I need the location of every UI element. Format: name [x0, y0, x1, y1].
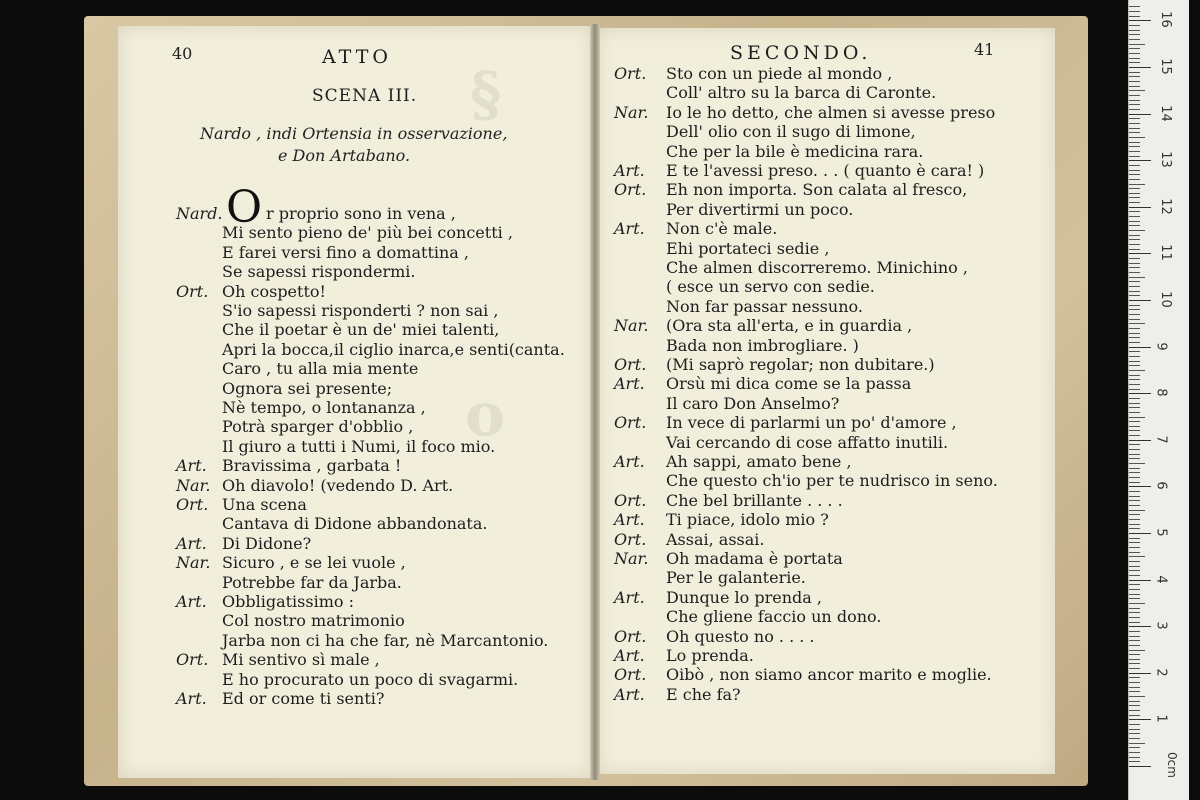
speaker-label: Ort. — [176, 650, 209, 670]
ruler-tick — [1129, 594, 1140, 595]
ruler-tick — [1129, 458, 1140, 459]
ruler-tick — [1129, 244, 1140, 245]
ruler-tick — [1129, 114, 1151, 115]
initial-letter: O — [226, 182, 263, 233]
ruler-tick — [1129, 757, 1140, 758]
ruler-tick — [1129, 561, 1140, 562]
verse-line: Bada non imbrogliare. ) — [666, 335, 859, 355]
verse-line: Orsù mi dica come se la passa — [666, 374, 912, 394]
ruler-tick — [1129, 430, 1140, 431]
speaker-label: Art. — [614, 452, 645, 471]
ruler-tick — [1129, 337, 1140, 338]
ruler-tick — [1129, 449, 1140, 450]
verse-line: Non c'è male. — [666, 219, 778, 239]
verse-line: E te l'avessi preso. . . ( quanto è cara! ) — [666, 161, 985, 180]
ruler-tick — [1129, 570, 1140, 571]
ruler-tick — [1129, 691, 1140, 692]
ruler-tick — [1129, 472, 1140, 473]
ruler-tick — [1129, 454, 1140, 455]
ruler-tick — [1129, 323, 1145, 324]
ruler-tick — [1129, 528, 1140, 529]
verse-line: Oh diavolo! (vedendo D. Art. — [222, 475, 454, 495]
ruler-tick — [1129, 575, 1140, 576]
ruler-tick — [1129, 608, 1140, 609]
ruler-tick — [1129, 477, 1140, 478]
speaker-label: Art. — [176, 533, 207, 553]
ruler-tick — [1129, 239, 1140, 240]
ruler-tick — [1129, 547, 1140, 548]
verse-line: Sicuro , e se lei vuole , — [222, 553, 406, 573]
ruler-tick — [1129, 496, 1140, 497]
ruler-tick — [1129, 622, 1140, 623]
ruler-tick — [1129, 645, 1140, 646]
ruler-tick — [1129, 673, 1151, 674]
speaker-label: Art. — [176, 456, 207, 476]
speaker-label: Art. — [176, 689, 207, 708]
ruler-tick — [1129, 142, 1140, 143]
ruler-tick — [1129, 263, 1140, 264]
ruler-tick — [1129, 598, 1140, 599]
verse-line: Per le galanterie. — [666, 568, 806, 588]
ruler-number: 16 — [1157, 11, 1173, 29]
ruler-tick — [1129, 207, 1151, 208]
ruler-tick — [1129, 267, 1140, 268]
ruler-tick — [1129, 225, 1140, 226]
verse-line: Sto con un piede al mondo , — [666, 64, 893, 83]
ruler-tick — [1129, 500, 1140, 501]
verse-line: Potrebbe far da Jarba. — [222, 572, 402, 592]
speaker-label: Nar. — [614, 549, 649, 568]
ruler-number: 7 — [1153, 435, 1169, 444]
verse-line: Vai cercando di cose affatto inutili. — [666, 432, 949, 452]
speaker-label: Ort. — [614, 180, 647, 200]
speaker-label: Nar. — [614, 316, 649, 336]
ruler-tick — [1129, 738, 1140, 739]
verse-line: Potrà sparger d'obblio , — [222, 417, 414, 437]
speaker-label: Nar. — [614, 102, 649, 122]
verse-line: Oh cospetto! — [222, 281, 326, 301]
ruler-tick — [1129, 729, 1140, 730]
speaker-label: Art. — [614, 684, 645, 704]
ruler-tick — [1129, 668, 1140, 669]
verse-line: Cantava di Didone abbandonata. — [222, 514, 488, 534]
stage-direction-2: e Don Artabano. — [278, 146, 411, 165]
ruler-tick — [1129, 286, 1140, 287]
ruler-tick — [1129, 123, 1140, 124]
speaker-label: Ort. — [614, 626, 647, 646]
verse-line: Una scena — [222, 495, 307, 514]
running-head-left: ATTO — [322, 46, 392, 68]
ruler-number: 3 — [1153, 621, 1169, 630]
verse-line: Dell' olio con il sugo di limone, — [666, 122, 916, 142]
verse-line: Eh non importa. Son calata al fresco, — [666, 180, 968, 200]
ruler-tick — [1129, 743, 1145, 744]
ruler-tick — [1129, 165, 1140, 166]
verse-line: Lo prenda. — [666, 646, 754, 665]
verse-line: Oh madama è portata — [666, 549, 843, 568]
ruler-tick — [1129, 398, 1140, 399]
verse-line: S'io sapessi risponderti ? non sai , — [222, 301, 499, 320]
ruler-tick — [1129, 636, 1140, 637]
ruler-tick — [1129, 351, 1140, 352]
speaker-label: Art. — [614, 646, 645, 665]
ruler-tick — [1129, 654, 1140, 655]
ruler-tick — [1129, 761, 1140, 762]
verse-line: Il giuro a tutti i Numi, il foco mio. — [222, 436, 496, 456]
verse-line: Dunque lo prenda , — [666, 587, 822, 607]
ruler-tick — [1129, 421, 1140, 422]
ruler-number: 12 — [1157, 198, 1173, 215]
book-gutter — [590, 24, 600, 780]
verse-line: Col nostro matrimonio — [222, 611, 405, 631]
verse-line: Il caro Don Anselmo? — [666, 393, 840, 413]
ruler-tick — [1129, 193, 1140, 194]
ruler-tick — [1129, 48, 1140, 49]
ruler-tick — [1129, 566, 1140, 567]
ruler-tick — [1129, 519, 1140, 520]
verse-line: Per divertirmi un poco. — [666, 199, 854, 219]
ruler-tick — [1129, 603, 1145, 604]
ruler-tick — [1129, 146, 1140, 147]
ruler-tick — [1129, 34, 1140, 35]
ruler-tick — [1129, 58, 1140, 59]
verse-line: Di Didone? — [222, 533, 312, 553]
ruler-tick — [1129, 319, 1140, 320]
ruler-tick — [1129, 118, 1140, 119]
ruler-tick — [1129, 95, 1140, 96]
ruler-tick — [1129, 589, 1140, 590]
ruler-tick — [1129, 696, 1145, 697]
ruler-tick — [1129, 701, 1140, 702]
ruler-tick — [1129, 417, 1145, 418]
ruler-tick — [1129, 211, 1140, 212]
ruler-tick — [1129, 715, 1140, 716]
verse-line: (Mi saprò regolar; non dubitare.) — [666, 355, 935, 374]
ruler-tick — [1129, 253, 1151, 254]
ruler-tick — [1129, 375, 1140, 376]
ruler-tick — [1129, 403, 1140, 404]
ruler-tick — [1129, 650, 1145, 651]
ruler-tick — [1129, 328, 1140, 329]
ruler-tick — [1129, 347, 1151, 348]
running-head-right: SECONDO. — [730, 42, 872, 64]
verse-line: Ognora sei presente; — [222, 378, 393, 398]
ruler-number: 11 — [1157, 244, 1173, 262]
ruler-tick — [1129, 76, 1140, 77]
verse-line: Mi sentivo sì male , — [222, 650, 380, 670]
verse-line: Che questo ch'io per te nudrisco in seno. — [666, 471, 998, 491]
verse-line: Che bel brillante . . . . — [666, 490, 843, 510]
ruler-tick — [1129, 258, 1140, 259]
ruler-tick — [1129, 426, 1140, 427]
ruler-tick — [1129, 556, 1145, 557]
ruler-tick — [1129, 407, 1140, 408]
ruler-tick — [1129, 514, 1140, 515]
ruler-tick — [1129, 230, 1145, 231]
ruler-tick — [1129, 524, 1140, 525]
verse-line: Oh questo no . . . . — [666, 626, 815, 646]
ruler-tick — [1129, 724, 1140, 725]
speaker-label: Ort. — [614, 490, 647, 510]
ruler-tick — [1129, 235, 1140, 236]
ruler-tick — [1129, 631, 1140, 632]
ruler-tick — [1129, 184, 1145, 185]
ruler-number: 14 — [1157, 104, 1173, 122]
ruler-tick — [1129, 370, 1145, 371]
ruler-tick — [1129, 6, 1140, 7]
verse-line: Non far passar nessuno. — [666, 296, 863, 316]
ruler-tick — [1129, 710, 1140, 711]
speaker-label: Ort. — [176, 495, 209, 514]
ruler-tick — [1129, 109, 1140, 110]
ruler-tick — [1129, 659, 1140, 660]
ruler-tick — [1129, 379, 1140, 380]
verse-line: Io le ho detto, che almen si avesse preso — [666, 102, 996, 122]
ruler-tick — [1129, 719, 1151, 720]
ruler-tick — [1129, 160, 1151, 161]
verse-line: Se sapessi rispondermi. — [222, 262, 416, 282]
verse-line: Bravissima , garbata ! — [222, 456, 402, 476]
ruler-tick — [1129, 677, 1140, 678]
ruler-tick — [1129, 640, 1140, 641]
ruler-tick — [1129, 25, 1140, 26]
speaker-label: Ort. — [614, 665, 647, 685]
speaker-label: Art. — [614, 374, 645, 394]
ruler-tick — [1129, 538, 1140, 539]
verse-line: Obbligatissimo : — [222, 592, 354, 611]
speaker-label: Ort. — [614, 529, 647, 549]
ruler-tick — [1129, 510, 1145, 511]
verse-line: Che per la bile è medicina rara. — [666, 141, 924, 161]
verse-line: Che almen discorreremo. Minichino , — [666, 258, 968, 277]
speaker-label: Ort. — [614, 355, 647, 374]
ruler-tick — [1129, 752, 1140, 753]
ruler-tick — [1129, 216, 1140, 217]
ruler-number: 15 — [1157, 58, 1173, 75]
ruler-tick — [1129, 179, 1140, 180]
ruler-tick — [1129, 62, 1140, 63]
speaker-label: Art. — [614, 219, 645, 239]
ruler-number: 8 — [1153, 388, 1169, 397]
speaker-label: Nar. — [176, 475, 211, 495]
ruler-tick — [1129, 100, 1140, 101]
ruler-tick — [1129, 281, 1140, 282]
ruler-tick — [1129, 612, 1140, 613]
speaker-label: Ort. — [614, 64, 647, 83]
ruler-tick — [1129, 309, 1140, 310]
scene-title: SCENA III. — [312, 86, 418, 106]
ruler-tick — [1129, 86, 1140, 87]
page-number-left: 40 — [172, 44, 193, 63]
verse-line: In vece di parlarmi un po' d'amore , — [666, 413, 957, 433]
ruler-tick — [1129, 249, 1140, 250]
ruler-tick — [1129, 188, 1140, 189]
ruler-number: 2 — [1153, 668, 1169, 677]
ruler-tick — [1129, 174, 1140, 175]
verse-line: Assai, assai. — [666, 529, 765, 549]
verse-line: E ho procurato un poco di svagarmi. — [222, 669, 519, 689]
ruler-tick — [1129, 72, 1140, 73]
speaker-label: Art. — [176, 592, 207, 611]
ruler-tick — [1129, 20, 1151, 21]
ruler-tick — [1129, 389, 1140, 390]
ruler-tick — [1129, 104, 1140, 105]
ruler-tick — [1129, 552, 1140, 553]
verse-line: Ah sappi, amato bene , — [666, 452, 852, 471]
ruler-tick — [1129, 542, 1140, 543]
ruler-tick — [1129, 747, 1140, 748]
verse-line: r proprio sono in vena , — [266, 204, 456, 223]
ruler-tick — [1129, 81, 1140, 82]
verse-line: (Ora sta all'erta, e in guardia , — [666, 316, 913, 336]
verse-line: Apri la bocca,il ciglio inarca,e senti(canta. — [222, 339, 565, 359]
verse-line: Caro , tu alla mia mente — [222, 359, 419, 379]
speaker-label: Art. — [614, 161, 645, 180]
ruler-tick — [1129, 44, 1145, 45]
verse-line: Oibò , non siamo ancor marito e moglie. — [666, 665, 992, 685]
ruler-tick — [1129, 663, 1140, 664]
ruler-tick — [1129, 705, 1140, 706]
page-number-right: 41 — [974, 40, 995, 59]
verse-line: Jarba non ci ha che far, nè Marcantonio. — [222, 630, 549, 650]
speaker-label: Nar. — [176, 553, 211, 573]
speaker-label: Ort. — [614, 413, 647, 433]
ruler-tick — [1129, 482, 1140, 483]
measuring-ruler — [1128, 0, 1189, 800]
ruler-tick — [1129, 468, 1140, 469]
ruler-tick — [1129, 151, 1140, 152]
verse-line: Che il poetar è un de' miei talenti, — [222, 320, 500, 340]
ruler-tick — [1129, 533, 1151, 534]
ruler-tick — [1129, 202, 1140, 203]
ruler-number: 6 — [1153, 481, 1169, 491]
verse-line: Mi sento pieno de' più bei concetti , — [222, 223, 513, 243]
verse-line: E farei versi fino a domattina , — [222, 242, 470, 262]
ruler-number: 4 — [1153, 574, 1169, 584]
ruler-number: 1 — [1153, 714, 1169, 724]
ruler-tick — [1129, 291, 1140, 292]
ruler-tick — [1129, 272, 1140, 273]
ruler-tick — [1129, 314, 1140, 315]
ruler-tick — [1129, 393, 1151, 394]
speaker-label: Art. — [614, 587, 645, 607]
ruler-number: 13 — [1157, 151, 1173, 168]
ruler-tick — [1129, 486, 1151, 487]
ruler-tick — [1129, 626, 1151, 627]
ruler-tick — [1129, 505, 1140, 506]
ruler-tick — [1129, 300, 1151, 301]
speaker-label: Ort. — [176, 281, 209, 301]
verse-line: Coll' altro su la barca di Caronte. — [666, 83, 937, 103]
ruler-tick — [1129, 295, 1140, 296]
speaker-label: Nard. — [176, 204, 223, 223]
ruler-tick — [1129, 132, 1140, 133]
ruler-tick — [1129, 617, 1140, 618]
verse-line: Ed or come ti senti? — [222, 689, 385, 708]
ruler-tick — [1129, 580, 1151, 581]
ruler-tick — [1129, 16, 1140, 17]
verse-line: E che fa? — [666, 684, 741, 704]
ruler-tick — [1129, 440, 1151, 441]
ruler-tick — [1129, 444, 1140, 445]
ruler-tick — [1129, 682, 1140, 683]
ruler-tick — [1129, 766, 1151, 767]
ruler-tick — [1129, 356, 1140, 357]
ruler-tick — [1129, 221, 1140, 222]
ruler-number: 9 — [1153, 341, 1169, 351]
ruler-tick — [1129, 305, 1140, 306]
ruler-tick — [1129, 11, 1140, 12]
ruler-tick — [1129, 435, 1140, 436]
verse-line: Ti piace, idolo mio ? — [666, 510, 829, 530]
ruler-tick — [1129, 687, 1140, 688]
ruler-tick — [1129, 53, 1140, 54]
ruler-tick — [1129, 733, 1140, 734]
speaker-label: Art. — [614, 510, 645, 530]
ruler-tick — [1129, 491, 1140, 492]
verse-line: Che gliene faccio un dono. — [666, 607, 882, 627]
verse-line: Ehi portateci sedie , — [666, 238, 830, 258]
ruler-tick — [1129, 333, 1140, 334]
ruler-number: 5 — [1153, 528, 1169, 537]
ruler-number: 10 — [1157, 291, 1173, 308]
stage-direction-1: Nardo , indi Ortensia in osservazione, — [200, 124, 508, 143]
ruler-tick — [1129, 170, 1140, 171]
ruler-tick — [1129, 342, 1140, 343]
ruler-tick — [1129, 197, 1140, 198]
ruler-tick — [1129, 412, 1140, 413]
verse-line: ( esce un servo con sedie. — [666, 277, 875, 297]
ruler-tick — [1129, 584, 1140, 585]
ruler-tick — [1129, 361, 1140, 362]
ruler-tick — [1129, 156, 1140, 157]
ruler-tick — [1129, 90, 1145, 91]
ruler-tick — [1129, 39, 1140, 40]
ruler-tick — [1129, 277, 1145, 278]
ruler-tick — [1129, 128, 1140, 129]
ruler-tick — [1129, 463, 1145, 464]
ruler-tick — [1129, 365, 1140, 366]
ruler-unit-label: 0cm — [1164, 752, 1179, 778]
ruler-tick — [1129, 137, 1145, 138]
verse-line: Nè tempo, o lontananza , — [222, 398, 426, 417]
ruler-tick — [1129, 30, 1140, 31]
ruler-tick — [1129, 67, 1151, 68]
ruler-tick — [1129, 384, 1140, 385]
